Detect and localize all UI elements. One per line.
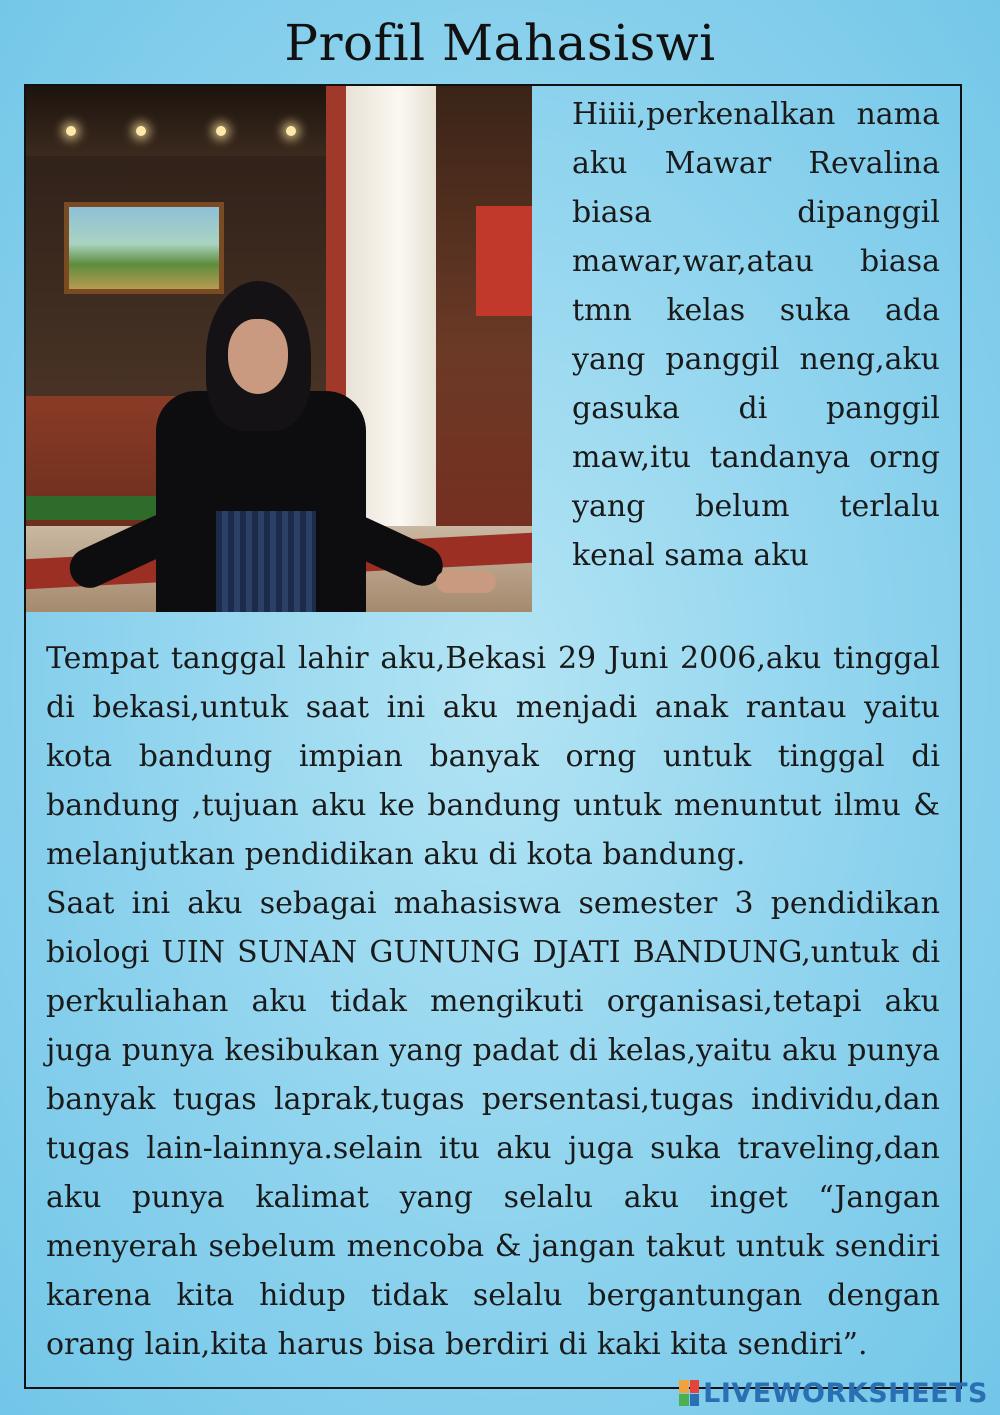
photo-lamp bbox=[66, 126, 76, 136]
photo-person bbox=[136, 281, 386, 612]
intro-paragraph: Hiiii,perkenalkan nama aku Mawar Revalina biasa dipanggil mawar,war,atau biasa tmn kelas suka ada yang panggil neng,aku gasuka di panggil maw,itu tandanya orng yang belum terlalu kenal sama aku bbox=[572, 97, 940, 573]
liveworksheets-watermark bbox=[679, 1377, 988, 1409]
photo-red-panel bbox=[476, 206, 532, 316]
paragraph-birthplace: Tempat tanggal lahir aku,Bekasi 29 Juni 2006,aku tinggal di bekasi,untuk saat ini aku menjadi anak rantau yaitu kota bandung impian banyak orng untuk tinggal di bandung ,tujuan aku ke bandung untuk menuntut ilmu & melanjutkan pendidikan aku di kota bandung. bbox=[46, 641, 940, 872]
paragraph-study: Saat ini aku sebagai mahasiswa semester 3 pendidikan biologi UIN SUNAN GUNUNG DJATI BANDUNG,untuk di perkuliahan aku tidak mengikuti organisasi,tetapi aku juga punya kesibukan yang padat di kelas,yaitu aku punya banyak tugas laprak,tugas persentasi,tugas individu,dan tugas lain-lainnya.selain itu aku juga suka traveling,dan aku punya kalimat yang selalu aku inget “Jangan menyerah sebelum mencoba & jangan takut untuk sendiri karena kita hidup tidak selalu bergantungan dengan orang lain,kita harus bisa berdiri di kaki kita sendiri”. bbox=[46, 886, 940, 1362]
photo-skirt bbox=[216, 511, 316, 612]
liveworksheets-logo-icon bbox=[679, 1380, 699, 1406]
photo-lamp bbox=[216, 126, 226, 136]
photo-lamp bbox=[136, 126, 146, 136]
photo-face bbox=[228, 319, 288, 394]
page-title: Profil Mahasiswi bbox=[284, 14, 716, 72]
watermark-text: LIVEWORKSHEETS bbox=[703, 1377, 988, 1409]
photo-hand bbox=[436, 571, 496, 593]
photo-lamp bbox=[286, 126, 296, 136]
body-text bbox=[46, 634, 940, 1369]
profile-photo bbox=[26, 86, 532, 612]
